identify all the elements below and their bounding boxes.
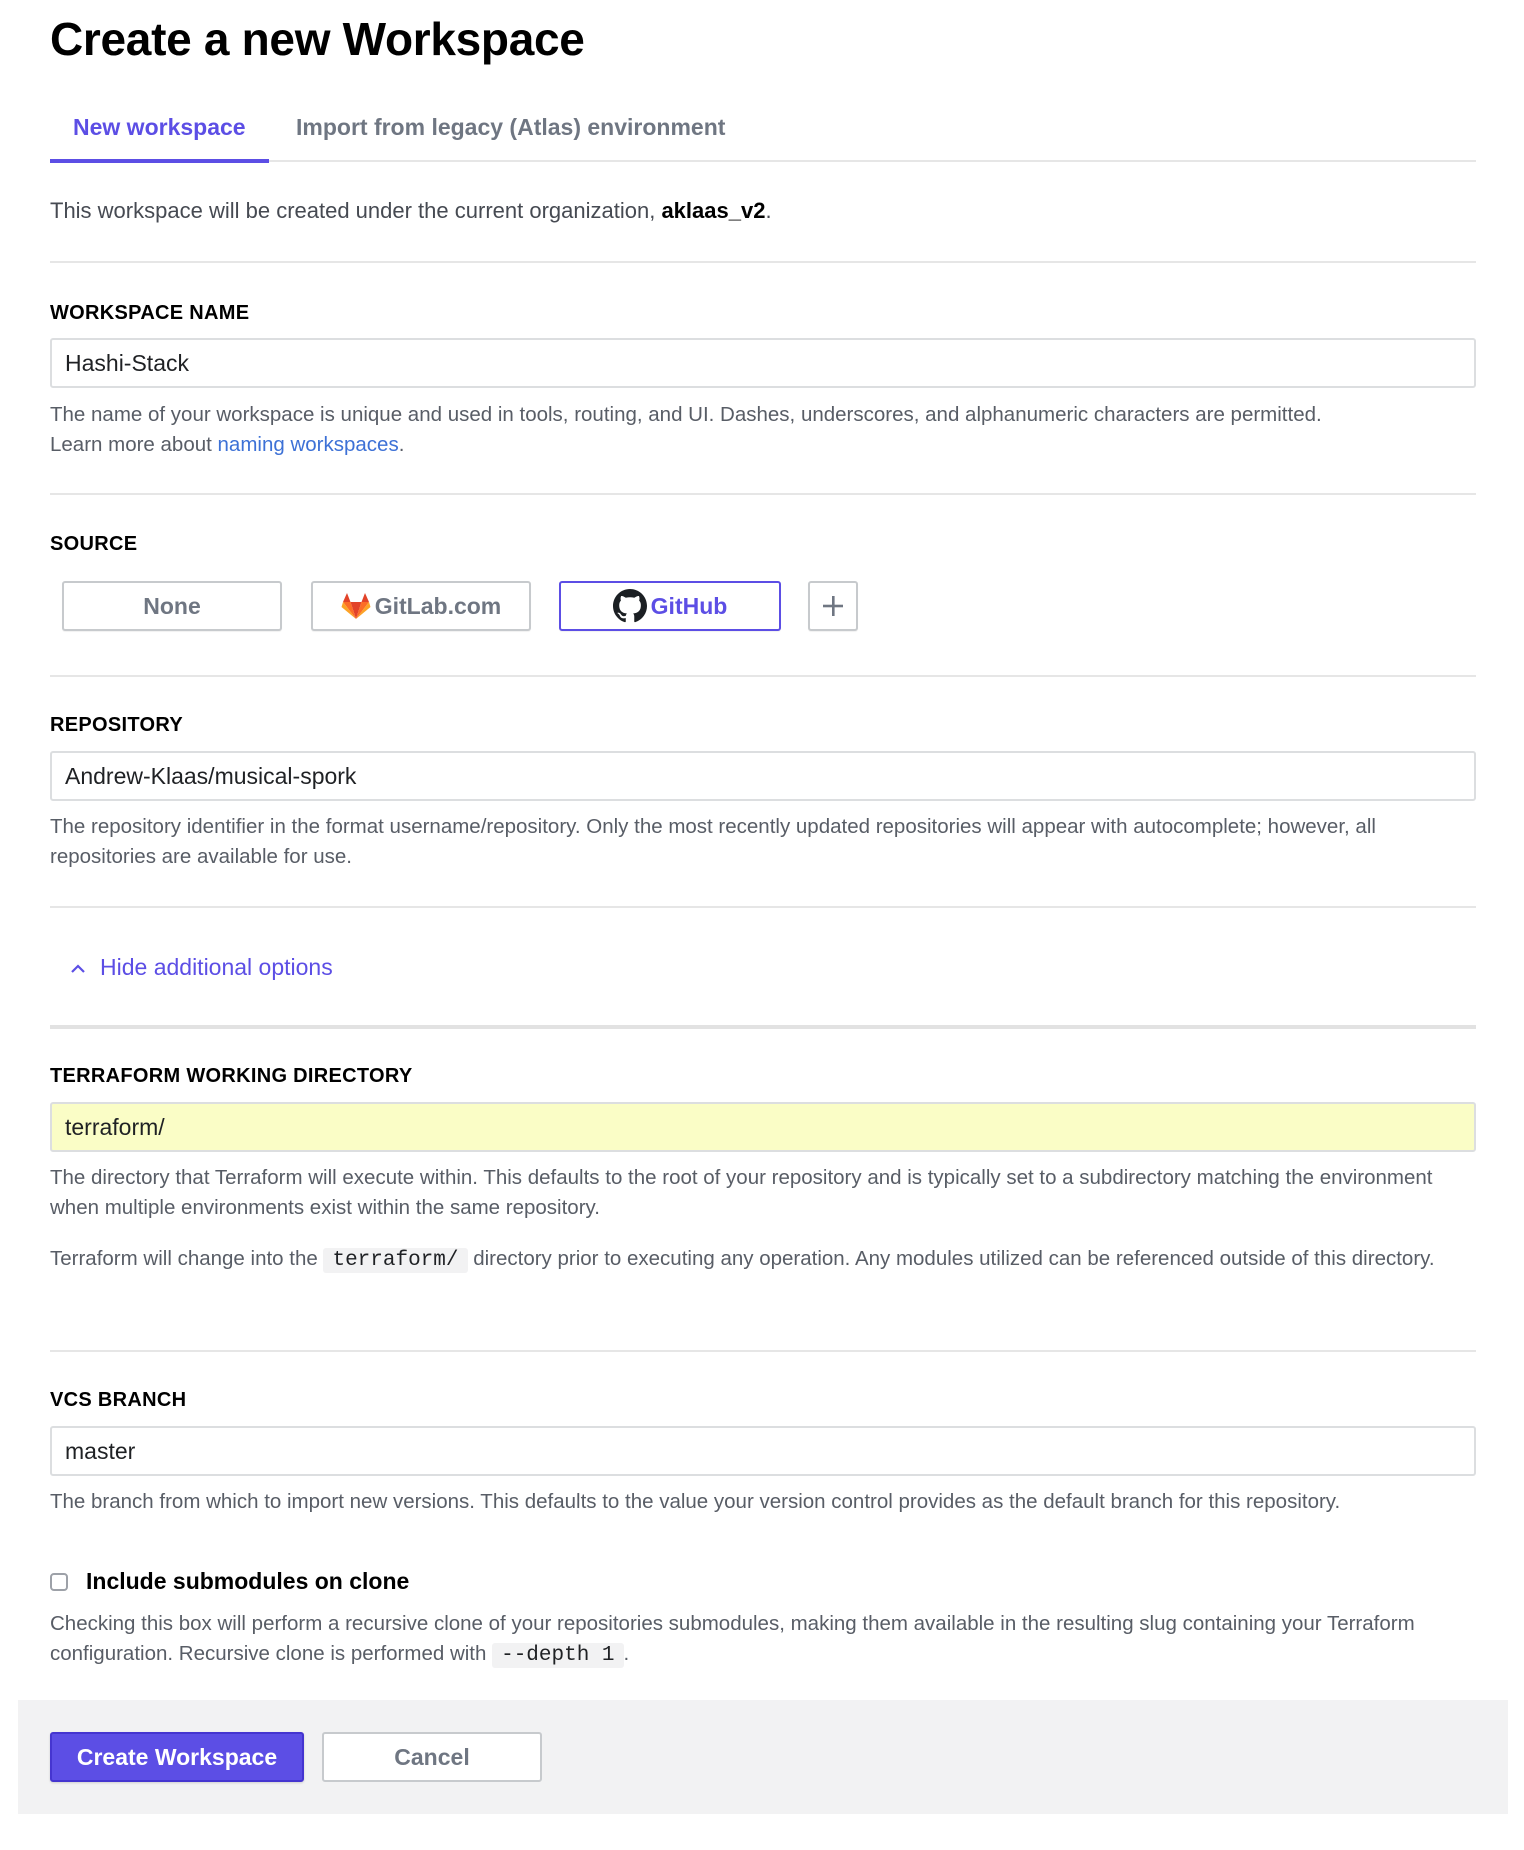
- create-workspace-button[interactable]: Create Workspace: [50, 1732, 304, 1782]
- source-gitlab-button[interactable]: [311, 581, 531, 631]
- depth-code: --depth 1: [492, 1643, 623, 1668]
- intro-text-suffix: .: [765, 198, 772, 223]
- submodules-help: [50, 1609, 1476, 1671]
- working-directory-label: TERRAFORM WORKING DIRECTORY: [50, 1065, 413, 1087]
- tab-import-legacy[interactable]: Import from legacy (Atlas) environment: [296, 114, 726, 140]
- divider: [50, 906, 1476, 908]
- source-github-button[interactable]: [559, 581, 781, 631]
- working-directory-help-2: [50, 1244, 1476, 1276]
- source-none-button[interactable]: [62, 581, 282, 631]
- workspace-name-help-learn: [50, 430, 1476, 460]
- hide-additional-options-label: Hide additional options: [100, 954, 333, 980]
- page-title: Create a new Workspace: [50, 13, 585, 65]
- divider: [50, 261, 1476, 263]
- source-none-label: None: [143, 592, 201, 619]
- naming-workspaces-link[interactable]: naming workspaces: [217, 433, 399, 456]
- intro-text-body: This workspace will be created under the current organization,: [50, 198, 662, 223]
- plus-icon: [821, 594, 845, 618]
- learn-more-prefix: Learn more about: [50, 433, 218, 456]
- divider: [50, 675, 1476, 677]
- tab-bar: [50, 106, 1476, 162]
- workspace-name-input[interactable]: [50, 338, 1476, 388]
- include-submodules-checkbox[interactable]: [50, 1573, 68, 1591]
- github-icon: [613, 589, 647, 623]
- form-actions: [18, 1700, 1508, 1814]
- chevron-up-icon: [70, 954, 86, 981]
- submodules-help-suffix: .: [623, 1642, 630, 1665]
- working-directory-code: terraform/: [323, 1248, 467, 1273]
- working-directory-help: The directory that Terraform will execute within. This defaults to the root of your repository and is typically set to a subdirectory matching the environment when multiple environments exist within the same repository.: [50, 1166, 1433, 1219]
- workspace-name-help-line: The name of your workspace is unique and used in tools, routing, and UI. Dashes, underscores, and alphanumeric characters are permitted.: [50, 403, 1322, 426]
- submodules-help-prefix: Checking this box will perform a recursive clone of your repositories submodules, making them available in the resulting slug containing your Terraform configuration. Recursive clone is performed with: [50, 1612, 1415, 1665]
- working-directory-help-suffix: directory prior to executing any operation. Any modules utilized can be referenced outside of this directory.: [467, 1247, 1435, 1270]
- workspace-name-help: [50, 400, 1476, 460]
- gitlab-icon: [341, 592, 371, 620]
- vcs-branch-label: VCS BRANCH: [50, 1389, 187, 1411]
- cancel-button[interactable]: Cancel: [322, 1732, 542, 1782]
- repository-input[interactable]: [50, 751, 1476, 801]
- include-submodules-row[interactable]: [50, 1568, 409, 1595]
- source-label: SOURCE: [50, 533, 138, 555]
- divider: [50, 1350, 1476, 1352]
- divider: [50, 1025, 1476, 1029]
- working-directory-help-prefix: Terraform will change into the: [50, 1247, 324, 1270]
- working-directory-input[interactable]: [50, 1102, 1476, 1152]
- source-github-label: GitHub: [650, 592, 728, 619]
- source-gitlab-label: GitLab.com: [374, 592, 502, 619]
- divider: [50, 493, 1476, 495]
- workspace-name-label: WORKSPACE NAME: [50, 302, 250, 324]
- include-submodules-label[interactable]: Include submodules on clone: [86, 1568, 410, 1594]
- add-vcs-button[interactable]: [808, 581, 858, 631]
- vcs-branch-help: The branch from which to import new versions. This defaults to the value your version control provides as the default branch for this repository.: [50, 1490, 1341, 1513]
- repository-help: The repository identifier in the format username/repository. Only the most recently updated repositories will appear with autocomplete; however, all repositories are available for use.: [50, 815, 1376, 868]
- tab-new-workspace[interactable]: New workspace: [50, 106, 269, 163]
- vcs-branch-input[interactable]: [50, 1426, 1476, 1476]
- hide-additional-options-toggle[interactable]: [70, 954, 333, 981]
- organization-name: aklaas_v2: [661, 198, 766, 223]
- intro-text: [50, 198, 772, 224]
- repository-label: REPOSITORY: [50, 714, 184, 736]
- learn-more-suffix: .: [398, 433, 405, 456]
